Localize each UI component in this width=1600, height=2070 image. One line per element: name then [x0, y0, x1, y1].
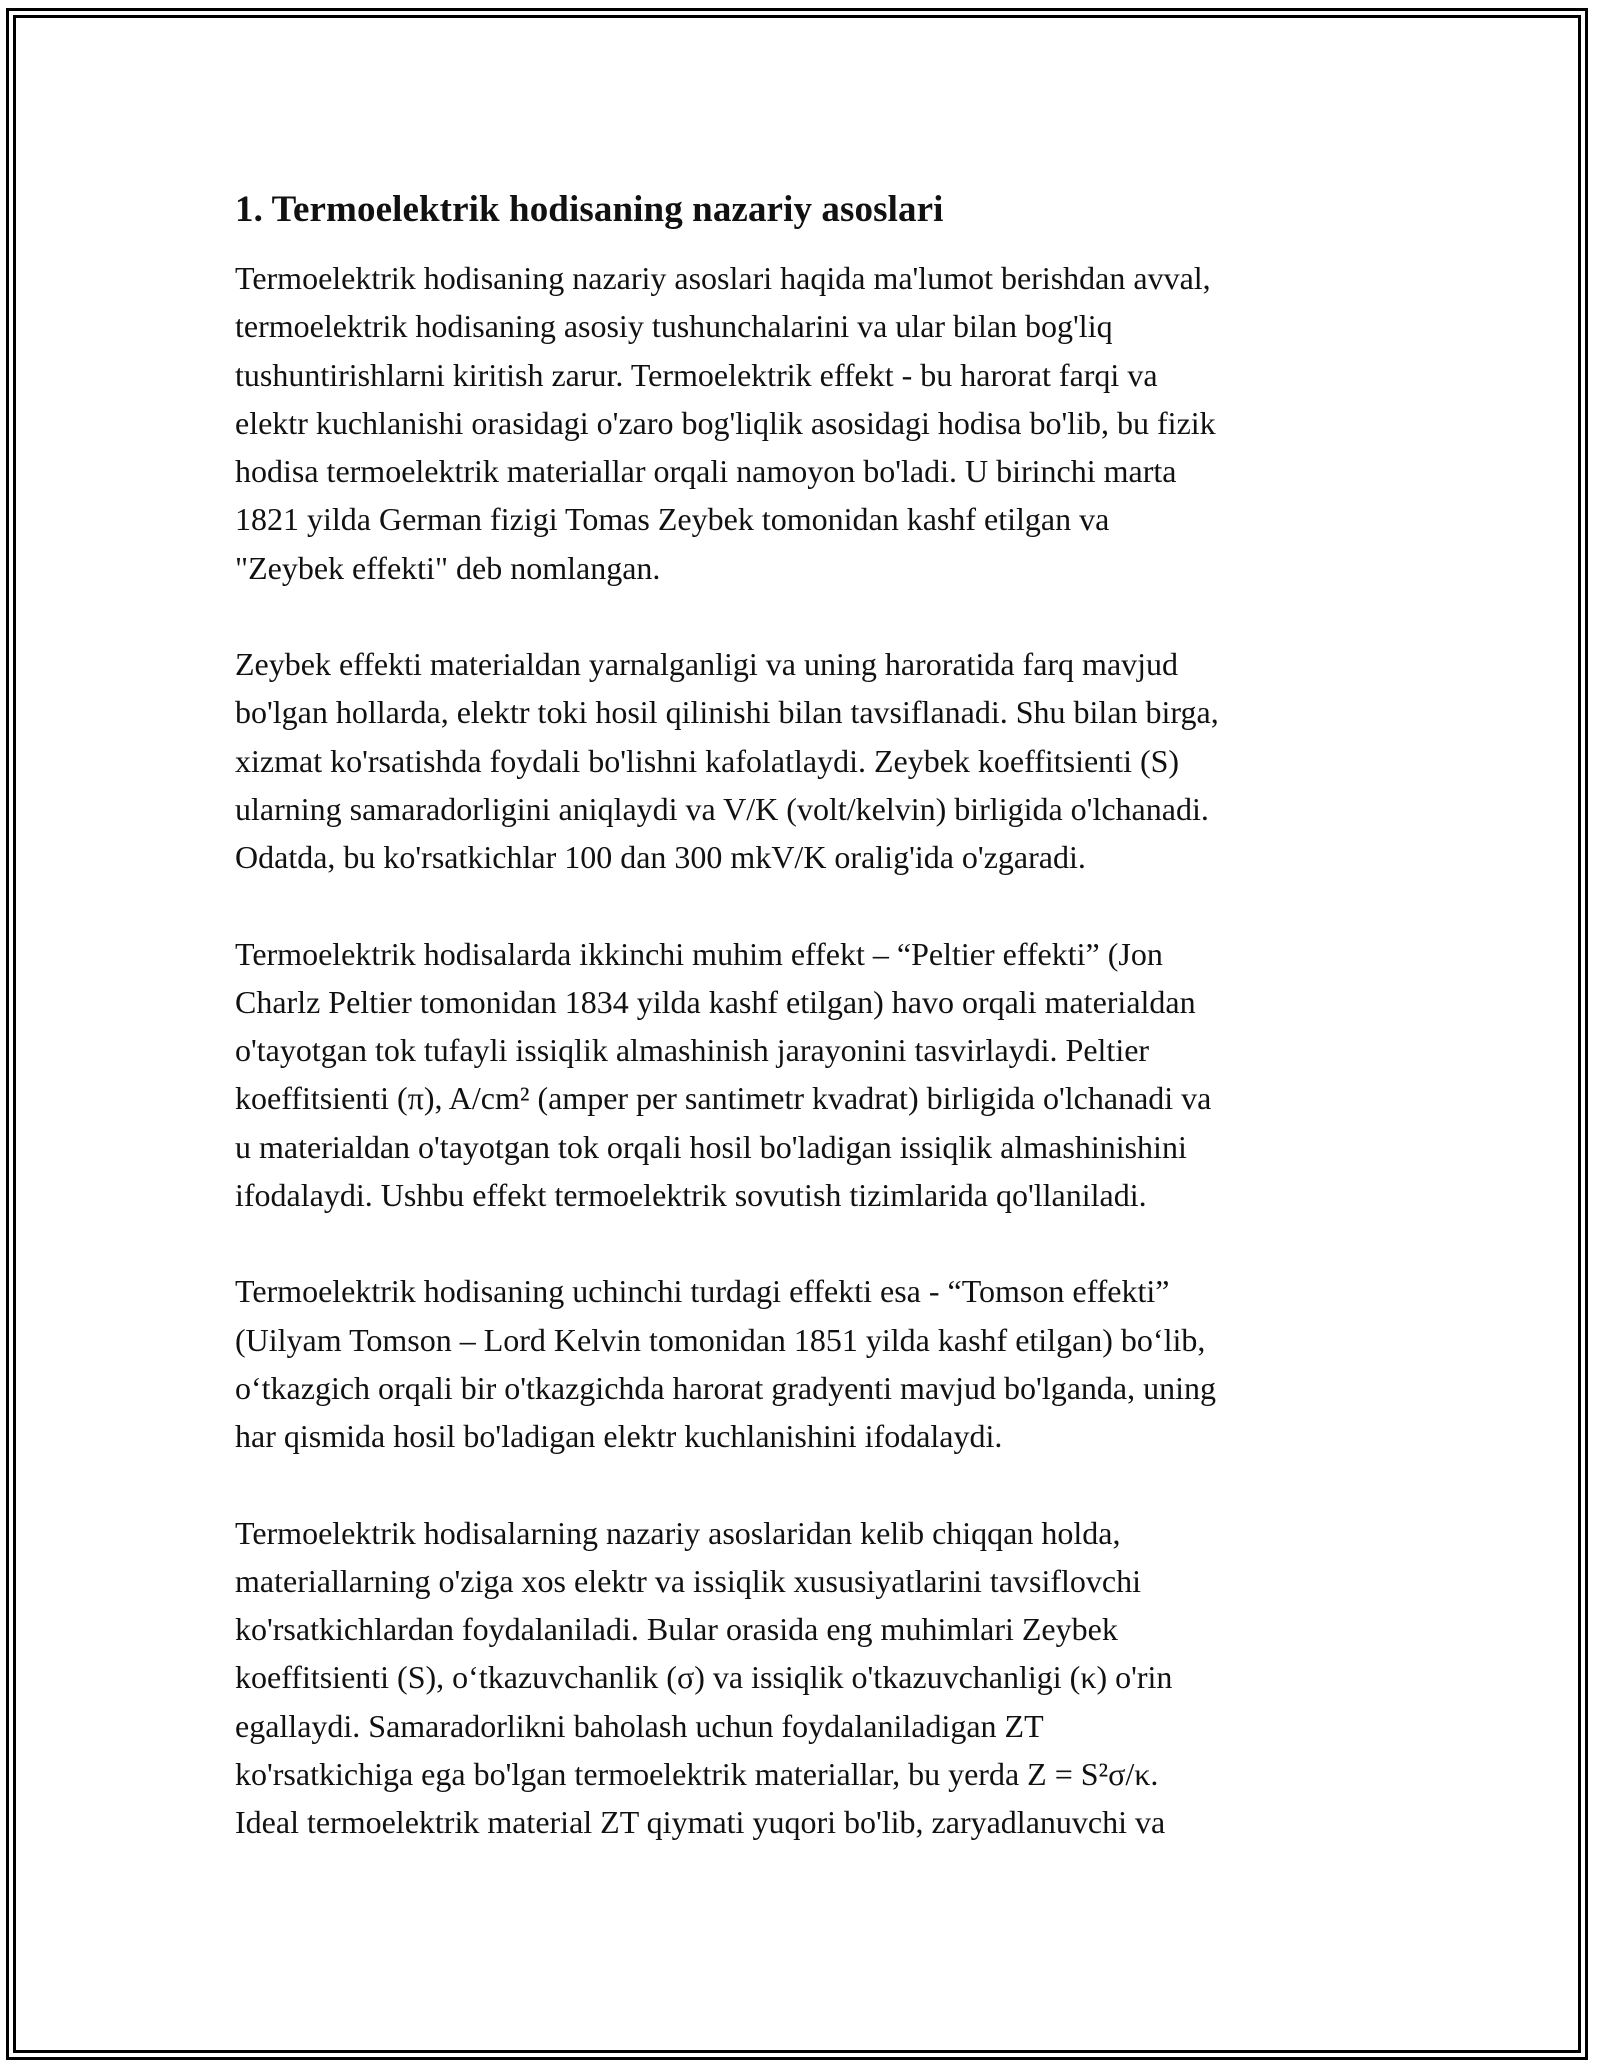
paragraph-line: termoelektrik hodisaning asosiy tushunchalarini va ular bilan bog'liq: [235, 308, 1113, 345]
paragraph-line: materiallarning o'ziga xos elektr va issiqlik xususiyatlarini tavsiflovchi: [235, 1562, 1141, 1599]
paragraph-line: Termoelektrik hodisalarning nazariy asoslaridan kelib chiqqan holda,: [235, 1514, 1121, 1551]
paragraph-line: koeffitsienti (π), A/cm² (amper per santimetr kvadrat) birligida o'lchanadi va: [235, 1080, 1212, 1117]
paragraph-line: 1821 yilda German fizigi Tomas Zeybek tomonidan kashf etilgan va: [235, 501, 1110, 538]
paragraph-line: egallaydi. Samaradorlikni baholash uchun foydalaniladigan ZT: [235, 1707, 1044, 1744]
paragraph-zt: [235, 1509, 1375, 1847]
section-heading: 1. Termoelektrik hodisaning nazariy asoslari: [235, 189, 944, 230]
paragraph-thomson: [235, 1267, 1375, 1460]
paragraph-line: "Zeybek effekti" deb nomlangan.: [235, 549, 661, 586]
paragraph-line: Odatda, bu ko'rsatkichlar 100 dan 300 mkV/K oralig'ida o'zgaradi.: [235, 839, 1086, 876]
paragraph-line: ularning samaradorligini aniqlaydi va V/K (volt/kelvin) birligida o'lchanadi.: [235, 790, 1209, 827]
paragraph-line: bo'lgan hollarda, elektr toki hosil qilinishi bilan tavsiflanadi. Shu bilan birga,: [235, 694, 1219, 731]
paragraph-line: Zeybek effekti materialdan yarnalganligi va uning haroratida farq mavjud: [235, 646, 1179, 683]
document-body: [235, 186, 1375, 1847]
paragraph-line: tushuntirishlarni kiritish zarur. Termoelektrik effekt - bu harorat farqi va: [235, 356, 1158, 393]
paragraph-line: u materialdan o'tayotgan tok orqali hosil bo'ladigan issiqlik almashinishini: [235, 1128, 1187, 1165]
paragraph-intro: [235, 254, 1375, 592]
paragraph-line: hodisa termoelektrik materiallar orqali namoyon bo'ladi. U birinchi marta: [235, 453, 1177, 490]
paragraph-line: Termoelektrik hodisaning uchinchi turdagi effekti esa - “Tomson effekti”: [235, 1273, 1170, 1310]
paragraph-peltier: [235, 930, 1375, 1220]
paragraph-line: Termoelektrik hodisalarda ikkinchi muhim effekt – “Peltier effekti” (Jon: [235, 935, 1163, 972]
paragraph-line: o‘tkazgich orqali bir o'tkazgichda harorat gradyenti mavjud bo'lganda, uning: [235, 1369, 1216, 1406]
paragraph-seebeck: [235, 640, 1375, 881]
paragraph-line: ifodalaydi. Ushbu effekt termoelektrik sovutish tizimlarida qo'llaniladi.: [235, 1177, 1147, 1214]
paragraph-line: (Uilyam Tomson – Lord Kelvin tomonidan 1851 yilda kashf etilgan) bo‘lib,: [235, 1321, 1206, 1358]
paragraph-line: har qismida hosil bo'ladigan elektr kuchlanishini ifodalaydi.: [235, 1418, 1003, 1455]
paragraph-line: koeffitsienti (S), o‘tkazuvchanlik (σ) va issiqlik o'tkazuvchanligi (κ) o'rin: [235, 1659, 1173, 1696]
paragraph-line: Charlz Peltier tomonidan 1834 yilda kashf etilgan) havo orqali materialdan: [235, 983, 1196, 1020]
paragraph-line: ko'rsatkichlardan foydalaniladi. Bular orasida eng muhimlari Zeybek: [235, 1611, 1118, 1648]
paragraph-line: xizmat ko'rsatishda foydali bo'lishni kafolatlaydi. Zeybek koeffitsienti (S): [235, 742, 1180, 779]
paragraph-line: elektr kuchlanishi orasidagi o'zaro bog'liqlik asosidagi hodisa bo'lib, bu fizik: [235, 404, 1216, 441]
paragraph-line: o'tayotgan tok tufayli issiqlik almashinish jarayonini tasvirlaydi. Peltier: [235, 1032, 1150, 1069]
paragraph-line: Ideal termoelektrik material ZT qiymati yuqori bo'lib, zaryadlanuvchi va: [235, 1804, 1166, 1841]
paragraph-line: ko'rsatkichiga ega bo'lgan termoelektrik materiallar, bu yerda Z = S²σ/κ.: [235, 1756, 1159, 1793]
paragraph-line: Termoelektrik hodisaning nazariy asoslari haqida ma'lumot berishdan avval,: [235, 260, 1211, 296]
